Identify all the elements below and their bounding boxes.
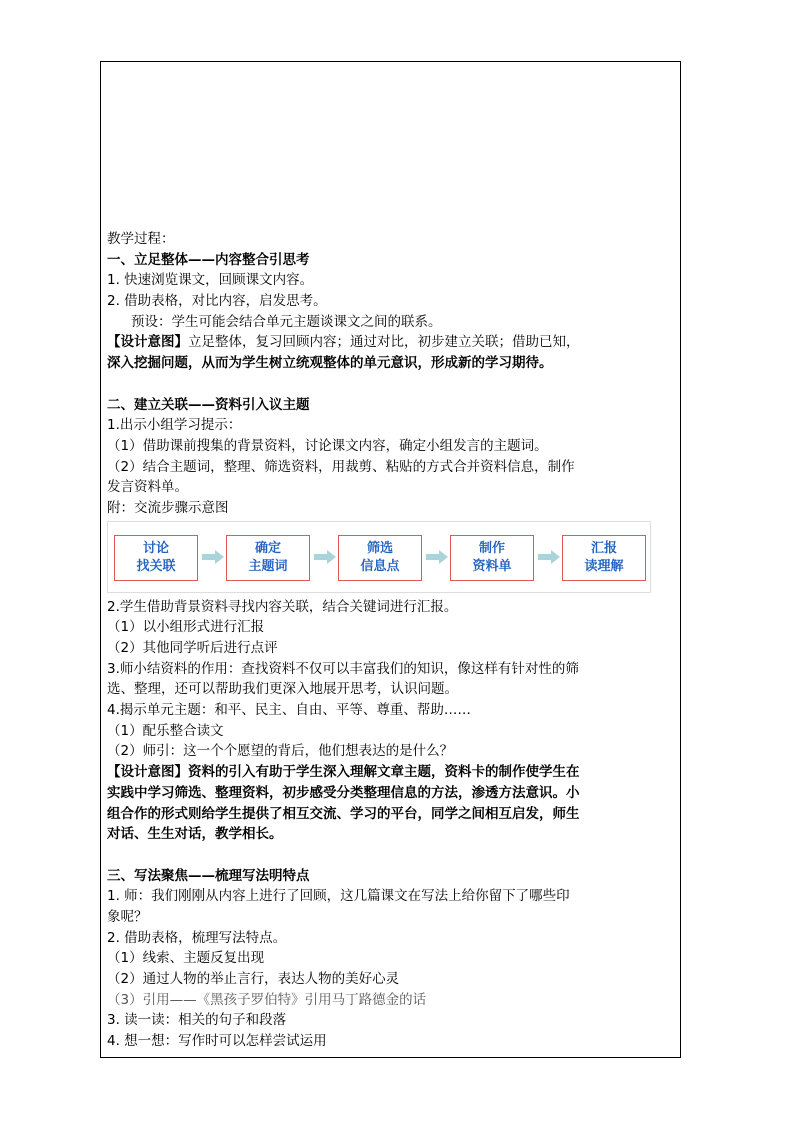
flow-step-1 <box>114 535 198 581</box>
section1-item-2: 2. 借助表格，对比内容，启发思考。 <box>107 293 327 310</box>
flow-step-2 <box>226 535 310 581</box>
flow-step-3-line1: 筛选 <box>366 540 393 556</box>
section2-item-4-sub-1: （1）配乐整合读文 <box>107 722 224 739</box>
section3-item-1a: 1. 师：我们刚刚从内容上进行了回顾，这几篇课文在写法上给你留下了哪些印 <box>107 888 570 905</box>
design-text: 立足整体，复习回顾内容；通过对比，初步建立关联；借助已知， <box>188 334 580 351</box>
flow-step-4-line2: 资料单 <box>472 558 512 574</box>
section2-design-line3: 组合作的形式则给学生提供了相互交流、学习的平台，同学之间相互启发，师生 <box>107 805 580 822</box>
section2-item-2: 2.学生借助背景资料寻找内容关联，结合关键词进行汇报。 <box>107 598 458 615</box>
section2-design-line2: 实践中学习筛选、整理资料，初步感受分类整理信息的方法，渗透方法意识。小 <box>107 784 580 801</box>
section1-design-line2: 深入挖掘问题，从而为学生树立统观整体的单元意识，形成新的学习期待。 <box>107 355 553 372</box>
section3-sub-1: （1）线索、主题反复出现 <box>107 950 265 967</box>
section1-item-1: 1. 快速浏览课文，回顾课文内容。 <box>107 272 314 289</box>
right-arrow-icon <box>314 550 336 564</box>
flow-step-4 <box>450 535 534 581</box>
flow-step-1-line1: 讨论 <box>142 540 169 556</box>
section2-item-3a: 3.师小结资料的作用：查找资料不仅可以丰富我们的知识，像这样有针对性的筛 <box>107 660 579 677</box>
section3-sub-3: （3）引用——《黑孩子罗伯特》引用马丁路德金的话 <box>107 991 427 1008</box>
design-label: 【设计意图】 <box>107 334 188 351</box>
section2-design-line4: 对话、生生对话，教学相长。 <box>107 826 283 843</box>
section2-design-line1 <box>107 762 677 783</box>
section3-title: 三、写法聚焦——梳理写法明特点 <box>107 867 310 884</box>
section2-sub-1: （1）借助课前搜集的背景资料，讨论课文内容，确定小组发言的主题词。 <box>107 437 548 454</box>
right-arrow-icon <box>202 550 224 564</box>
process-heading: 教学过程： <box>107 231 175 247</box>
flow-step-2-line1: 确定 <box>254 540 281 556</box>
section3-item-3: 3. 读一读：相关的句子和段落 <box>107 1012 287 1029</box>
section1-design-line1 <box>107 332 677 353</box>
section2-item-3b: 选、整理，还可以帮助我们更深入地展开思考，认识问题。 <box>107 681 458 698</box>
right-arrow-icon <box>426 550 448 564</box>
section3-item-4: 4. 想一想：写作时可以怎样尝试运用 <box>107 1033 327 1050</box>
section2-title: 二、建立关联——资料引入议主题 <box>107 396 310 413</box>
section3-item-1b: 象呢？ <box>107 908 148 925</box>
flow-step-4-line1: 制作 <box>478 540 505 556</box>
flow-step-5-line2: 读理解 <box>584 558 624 574</box>
section2-sub-2a: （2）结合主题词，整理、筛选资料，用裁剪、粘贴的方式合并资料信息，制作 <box>107 458 575 475</box>
section2-item-2-sub-1: （1）以小组形式进行汇报 <box>107 619 265 636</box>
flow-step-5 <box>562 535 646 581</box>
section2-item-4: 4.揭示单元主题：和平、民主、自由、平等、尊重、帮助…… <box>107 702 471 719</box>
section2-item-4-sub-2: （2）师引：这一个个愿望的背后，他们想表达的是什么？ <box>107 743 454 760</box>
section2-item-1: 1.出示小组学习提示： <box>107 417 242 434</box>
flow-step-3 <box>338 535 422 581</box>
right-arrow-icon <box>538 550 560 564</box>
spacer <box>107 374 677 395</box>
section2-item-2-sub-2: （2）其他同学听后进行点评 <box>107 640 278 656</box>
section1-preset: 预设：学生可能会结合单元主题谈课文之间的联系。 <box>131 313 442 330</box>
exchange-steps-diagram <box>107 521 651 593</box>
section3-item-2: 2. 借助表格，梳理写法特点。 <box>107 929 287 946</box>
design-label: 【设计意图】 <box>107 764 188 781</box>
lesson-content <box>107 229 677 1052</box>
flow-step-2-line2: 主题词 <box>248 558 288 574</box>
section2-sub-2b: 发言资料单。 <box>107 479 188 496</box>
flow-step-3-line2: 信息点 <box>360 558 400 574</box>
design-text: 资料的引入有助于学生深入理解文章主题，资料卡的制作使学生在 <box>188 764 580 781</box>
flow-step-1-line2: 找关联 <box>136 558 176 574</box>
section2-appendix: 附：交流步骤示意图 <box>107 499 229 516</box>
spacer <box>107 845 677 866</box>
section1-title: 一、立足整体——内容整合引思考 <box>107 251 310 268</box>
section3-sub-2: （2）通过人物的举止言行，表达人物的美好心灵 <box>107 971 400 987</box>
flow-step-5-line1: 汇报 <box>590 540 617 556</box>
